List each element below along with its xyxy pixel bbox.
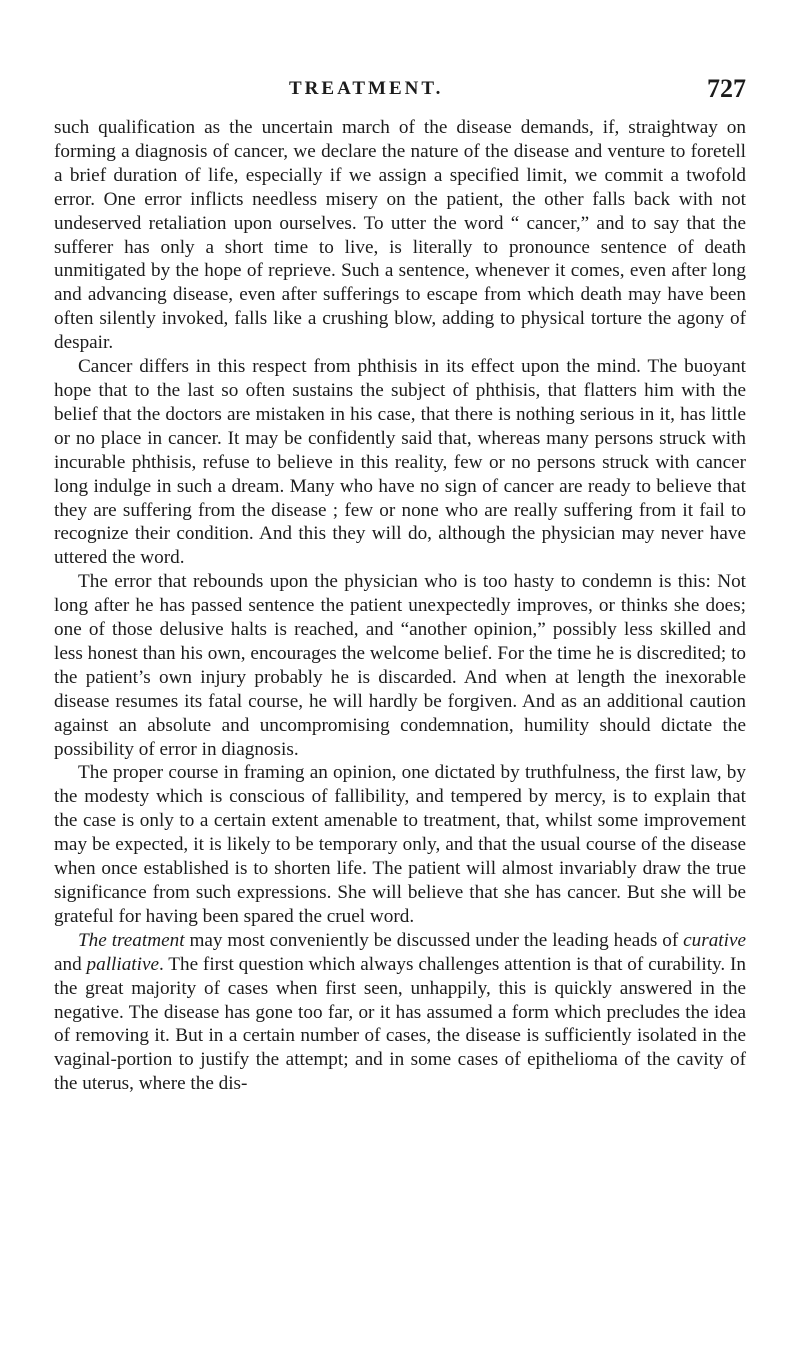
italic-palliative: palliative xyxy=(86,953,159,975)
paragraph-3: The error that rebounds upon the physician who is too hasty to condemn is this: Not long after he has passed sentence the patient unexpectedly improves, or thinks she does; one of those delusive halts is reached, and “another opinion,” possibly less skilled and less honest than his own, encourages the welcome belief. For the time he is discredited; to the patient’s own injury probably he is discarded. And when at length the inexorable disease resumes its fatal course, he will hardly be forgiven. And as an additional caution against an absolute and uncompromising condemnation, humility should dictate the possibility of error in diagnosis. xyxy=(54,571,746,760)
paragraph-2: Cancer differs in this respect from phthisis in its effect upon the mind. The buoyant hope that to the last so often sustains the subject of phthisis, that flatters him with the belief that the doctors are mistaken in his case, that there is nothing serious in it, has little or no place in cancer. It may be confidently said that, whereas many persons struck with incurable phthisis, refuse to believe in this reality, few or no persons struck with cancer long indulge in such a dream. Many who have no sign of cancer are ready to believe that they are suffering from the disease ; few or none who are really suffering from it fail to recognize their condition. And this they will do, although the physician may never have uttered the word. xyxy=(54,356,746,569)
paragraph-5-text-a: may most conveniently be discussed under the leading heads of xyxy=(184,929,684,951)
running-title: TREATMENT. xyxy=(289,78,444,99)
page-number: 727 xyxy=(707,74,746,103)
book-page xyxy=(54,0,746,1350)
italic-curative: curative xyxy=(683,929,747,951)
paragraph-5-text-b: and xyxy=(54,953,87,975)
paragraph-5 xyxy=(54,929,746,1096)
body-text xyxy=(54,116,746,1096)
paragraph-4: The proper course in framing an opinion, one dictated by truthfulness, the first law, by the modesty which is conscious of fallibility, and tempered by mercy, is to explain that the case is only to a certain extent amenable to treatment, that, whilst some improvement may be expected, it is likely to be temporary only, and that the usual course of the disease when once established is to shorten life. The patient will almost invariably draw the true significance from such expressions. She will believe that she has cancer. But she will be grateful for having been spared the cruel word. xyxy=(54,762,746,927)
paragraph-5-text-c: . The first question which always challenges attention is that of curability. In the great majority of cases when first seen, unhappily, this is quickly answered in the negative. The disease has gone too far, or it has assumed a form which precludes the idea of removing it. But in a certain number of cases, the disease is sufficiently isolated in the vaginal-portion to justify the attempt; and in some cases of epithelioma of the cavity of the uterus, where the dis- xyxy=(54,953,746,1095)
italic-lead: The treatment xyxy=(78,929,185,951)
running-head xyxy=(54,74,746,108)
paragraph-1: such qualification as the uncertain march of the disease demands, if, straightway on forming a diagnosis of cancer, we declare the nature of the disease and venture to foretell a brief duration of life, especially if we assign a specified limit, we commit a twofold error. One error inflicts needless misery on the patient, the other falls back with not undeserved retaliation upon ourselves. To utter the word “ cancer,” and to say that the sufferer has only a short time to live, is literally to pronounce sentence of death unmitigated by the hope of reprieve. Such a sentence, whenever it comes, even after long and advancing disease, even after sufferings to escape from which death may have been often silently invoked, falls like a crushing blow, adding to physical torture the agony of despair. xyxy=(54,117,746,354)
